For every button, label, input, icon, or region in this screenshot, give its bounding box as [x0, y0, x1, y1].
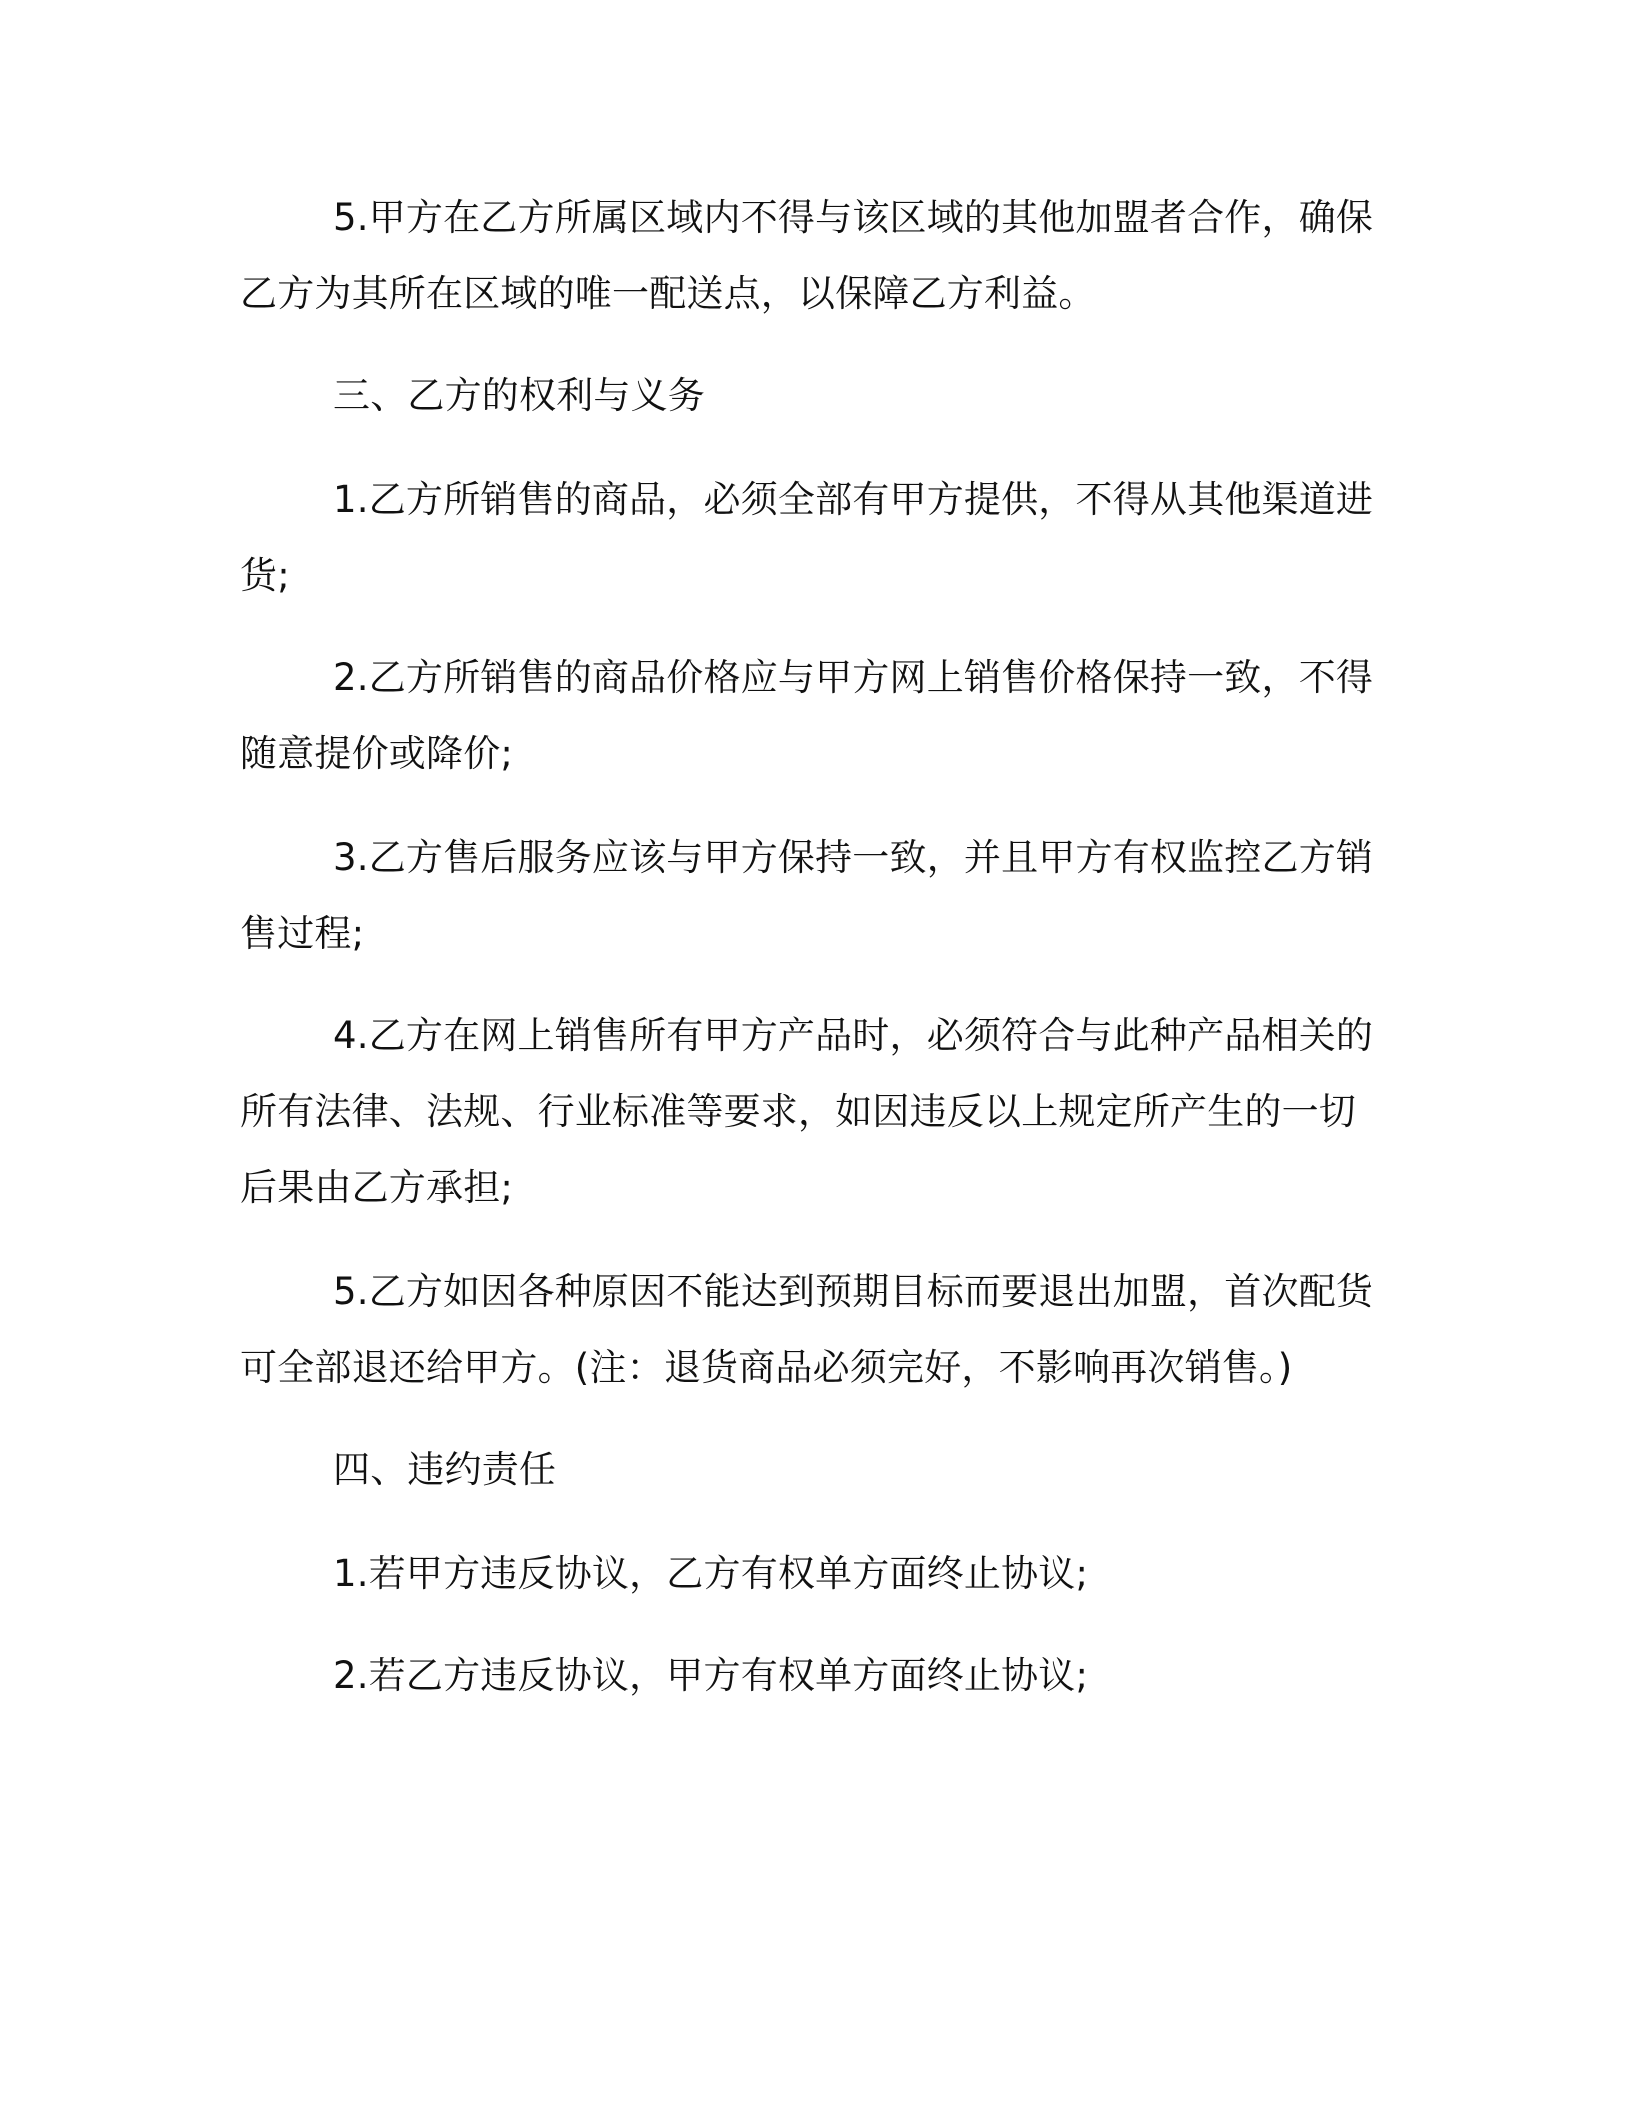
- clause-3-5-line-1: 5.乙方如因各种原因不能达到预期目标而要退出加盟，首次配货: [333, 1270, 1374, 1313]
- clause-3-1-line-2: 货;: [240, 554, 290, 597]
- section-4-heading: 四、违约责任: [333, 1448, 557, 1491]
- clause-3-4-line-2: 所有法律、法规、行业标准等要求，如因违反以上规定所产生的一切: [240, 1090, 1356, 1133]
- clause-3-4-line-3: 后果由乙方承担;: [240, 1166, 514, 1209]
- clause-2-5-line-2: 乙方为其所在区域的唯一配送点，以保障乙方利益。: [240, 272, 1096, 315]
- clause-4-2: 2.若乙方违反协议，甲方有权单方面终止协议;: [333, 1654, 1089, 1697]
- clause-3-3-line-2: 售过程;: [240, 912, 365, 955]
- clause-3-3-line-1: 3.乙方售后服务应该与甲方保持一致，并且甲方有权监控乙方销: [333, 836, 1374, 879]
- clause-3-2-line-1: 2.乙方所销售的商品价格应与甲方网上销售价格保持一致，不得: [333, 656, 1374, 699]
- clause-2-5-line-1: 5.甲方在乙方所属区域内不得与该区域的其他加盟者合作，确保: [333, 196, 1374, 239]
- clause-4-1: 1.若甲方违反协议，乙方有权单方面终止协议;: [333, 1552, 1089, 1595]
- clause-3-4-line-1: 4.乙方在网上销售所有甲方产品时，必须符合与此种产品相关的: [333, 1014, 1374, 1057]
- clause-3-5-line-2: 可全部退还给甲方。(注：退货商品必须完好，不影响再次销售。): [240, 1346, 1293, 1389]
- clause-3-2-line-2: 随意提价或降价;: [240, 732, 514, 775]
- section-3-heading: 三、乙方的权利与义务: [333, 374, 705, 417]
- clause-3-1-line-1: 1.乙方所销售的商品，必须全部有甲方提供，不得从其他渠道进: [333, 478, 1374, 521]
